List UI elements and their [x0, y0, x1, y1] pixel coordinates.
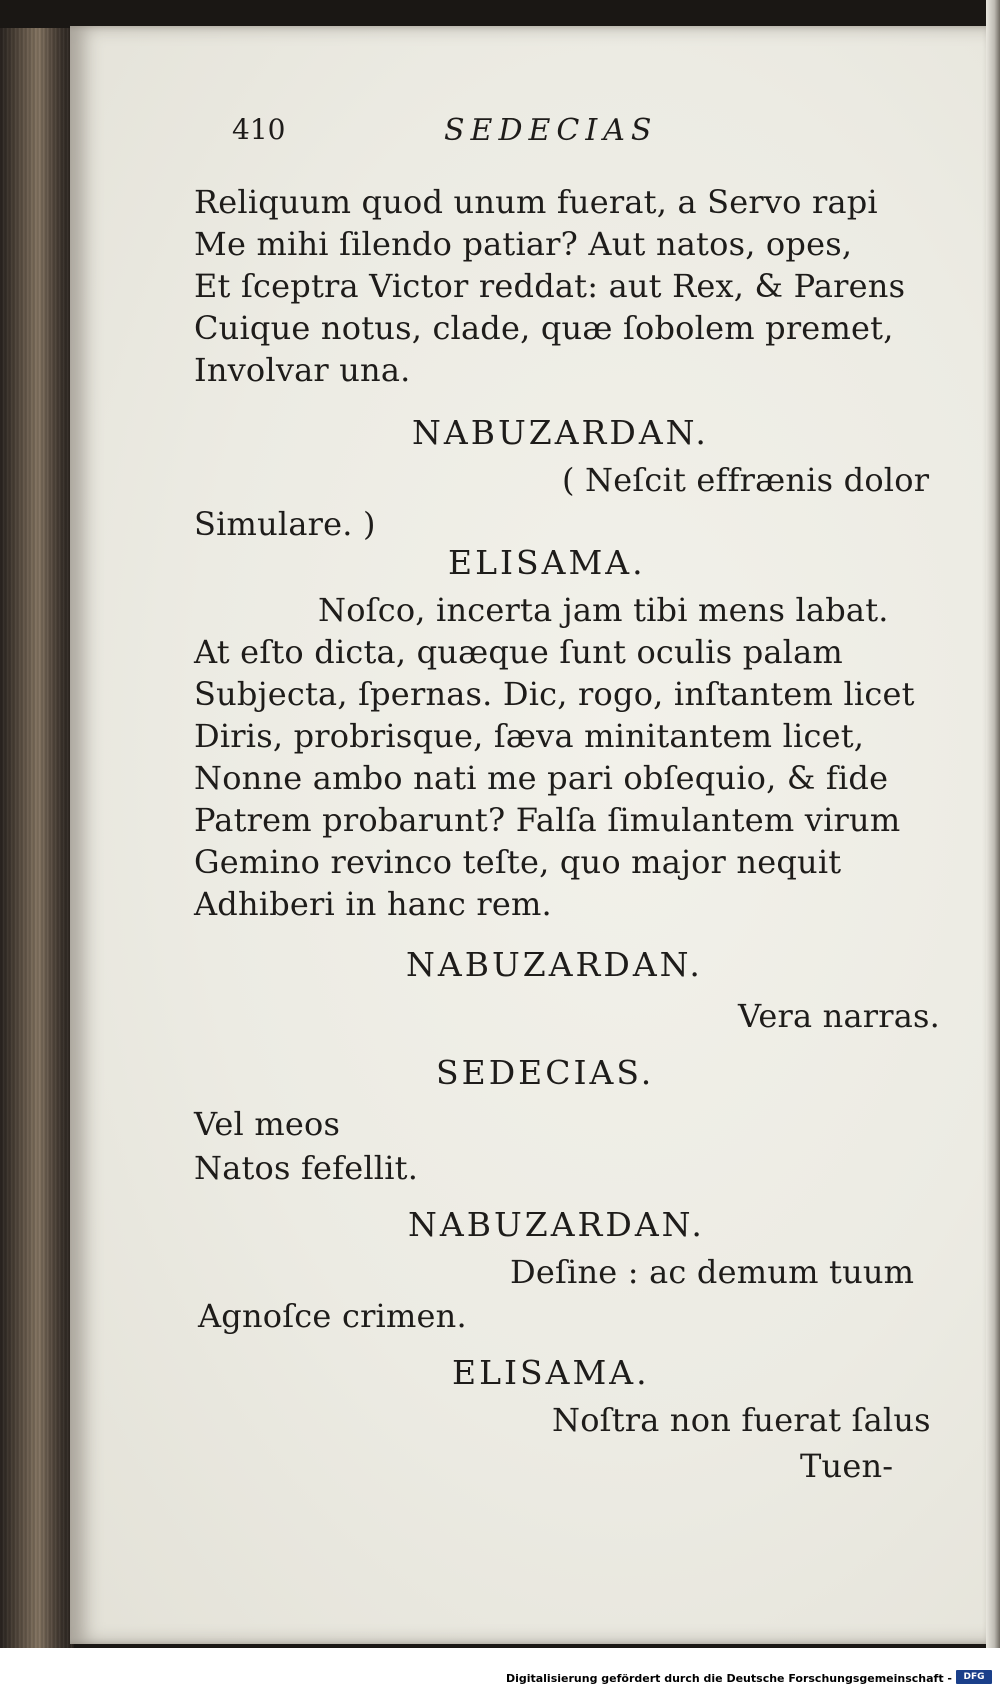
speaker-heading: NABUZARDAN.: [412, 413, 709, 452]
verse-line: Agnoſce crimen.: [198, 1297, 467, 1335]
verse-line: Diris, probrisque, ſæva minitantem licet,: [194, 717, 865, 755]
digitization-credit: Digitalisierung gefördert durch die Deutsche Forschungsgemeinschaft -: [505, 1672, 952, 1685]
book-spine: [0, 28, 74, 1648]
speaker-heading: ELISAMA.: [448, 543, 646, 582]
verse-line: Involvar una.: [194, 351, 411, 389]
speaker-heading: NABUZARDAN.: [406, 945, 703, 984]
verse-line: Cuique notus, clade, quæ ſobolem premet,: [194, 309, 894, 347]
verse-line: Vera narras.: [738, 997, 941, 1035]
dfg-logo: DFG: [956, 1670, 992, 1684]
running-title: SEDECIAS: [444, 113, 658, 148]
page-number: 410: [232, 113, 286, 146]
verse-line: Subjecta, ſpernas. Dic, rogo, inſtantem licet: [194, 675, 915, 713]
speaker-heading: SEDECIAS.: [436, 1053, 655, 1092]
page-edge: [986, 0, 1000, 1690]
verse-line: Et ſceptra Victor reddat: aut Rex, & Parens: [194, 267, 906, 305]
verse-line: Noſco, incerta jam tibi mens labat.: [318, 591, 889, 629]
verse-line: Gemino revinco teſte, quo major nequit: [194, 843, 842, 881]
catchword: Tuen-: [800, 1447, 894, 1485]
verse-line: At eſto dicta, quæque ſunt oculis palam: [194, 633, 843, 671]
verse-line: Patrem probarunt? Falſa ſimulantem virum: [194, 801, 901, 839]
verse-line: Me mihi ſilendo patiar? Aut natos, opes,: [194, 225, 853, 263]
verse-line: Natos fefellit.: [194, 1149, 419, 1187]
verse-line: ( Neſcit effrænis dolor: [562, 461, 930, 499]
verse-line: Nonne ambo nati me pari obſequio, & fide: [194, 759, 889, 797]
verse-line: Vel meos: [194, 1105, 341, 1143]
verse-line: Adhiberi in hanc rem.: [194, 885, 552, 923]
verse-line: Deſine : ac demum tuum: [510, 1253, 915, 1291]
speaker-heading: ELISAMA.: [452, 1353, 650, 1392]
verse-line: Reliquum quod unum fuerat, a Servo rapi: [194, 183, 878, 221]
verse-line: Simulare. ): [194, 505, 376, 543]
verse-line: Noſtra non fuerat ſalus: [552, 1401, 931, 1439]
speaker-heading: NABUZARDAN.: [408, 1205, 705, 1244]
